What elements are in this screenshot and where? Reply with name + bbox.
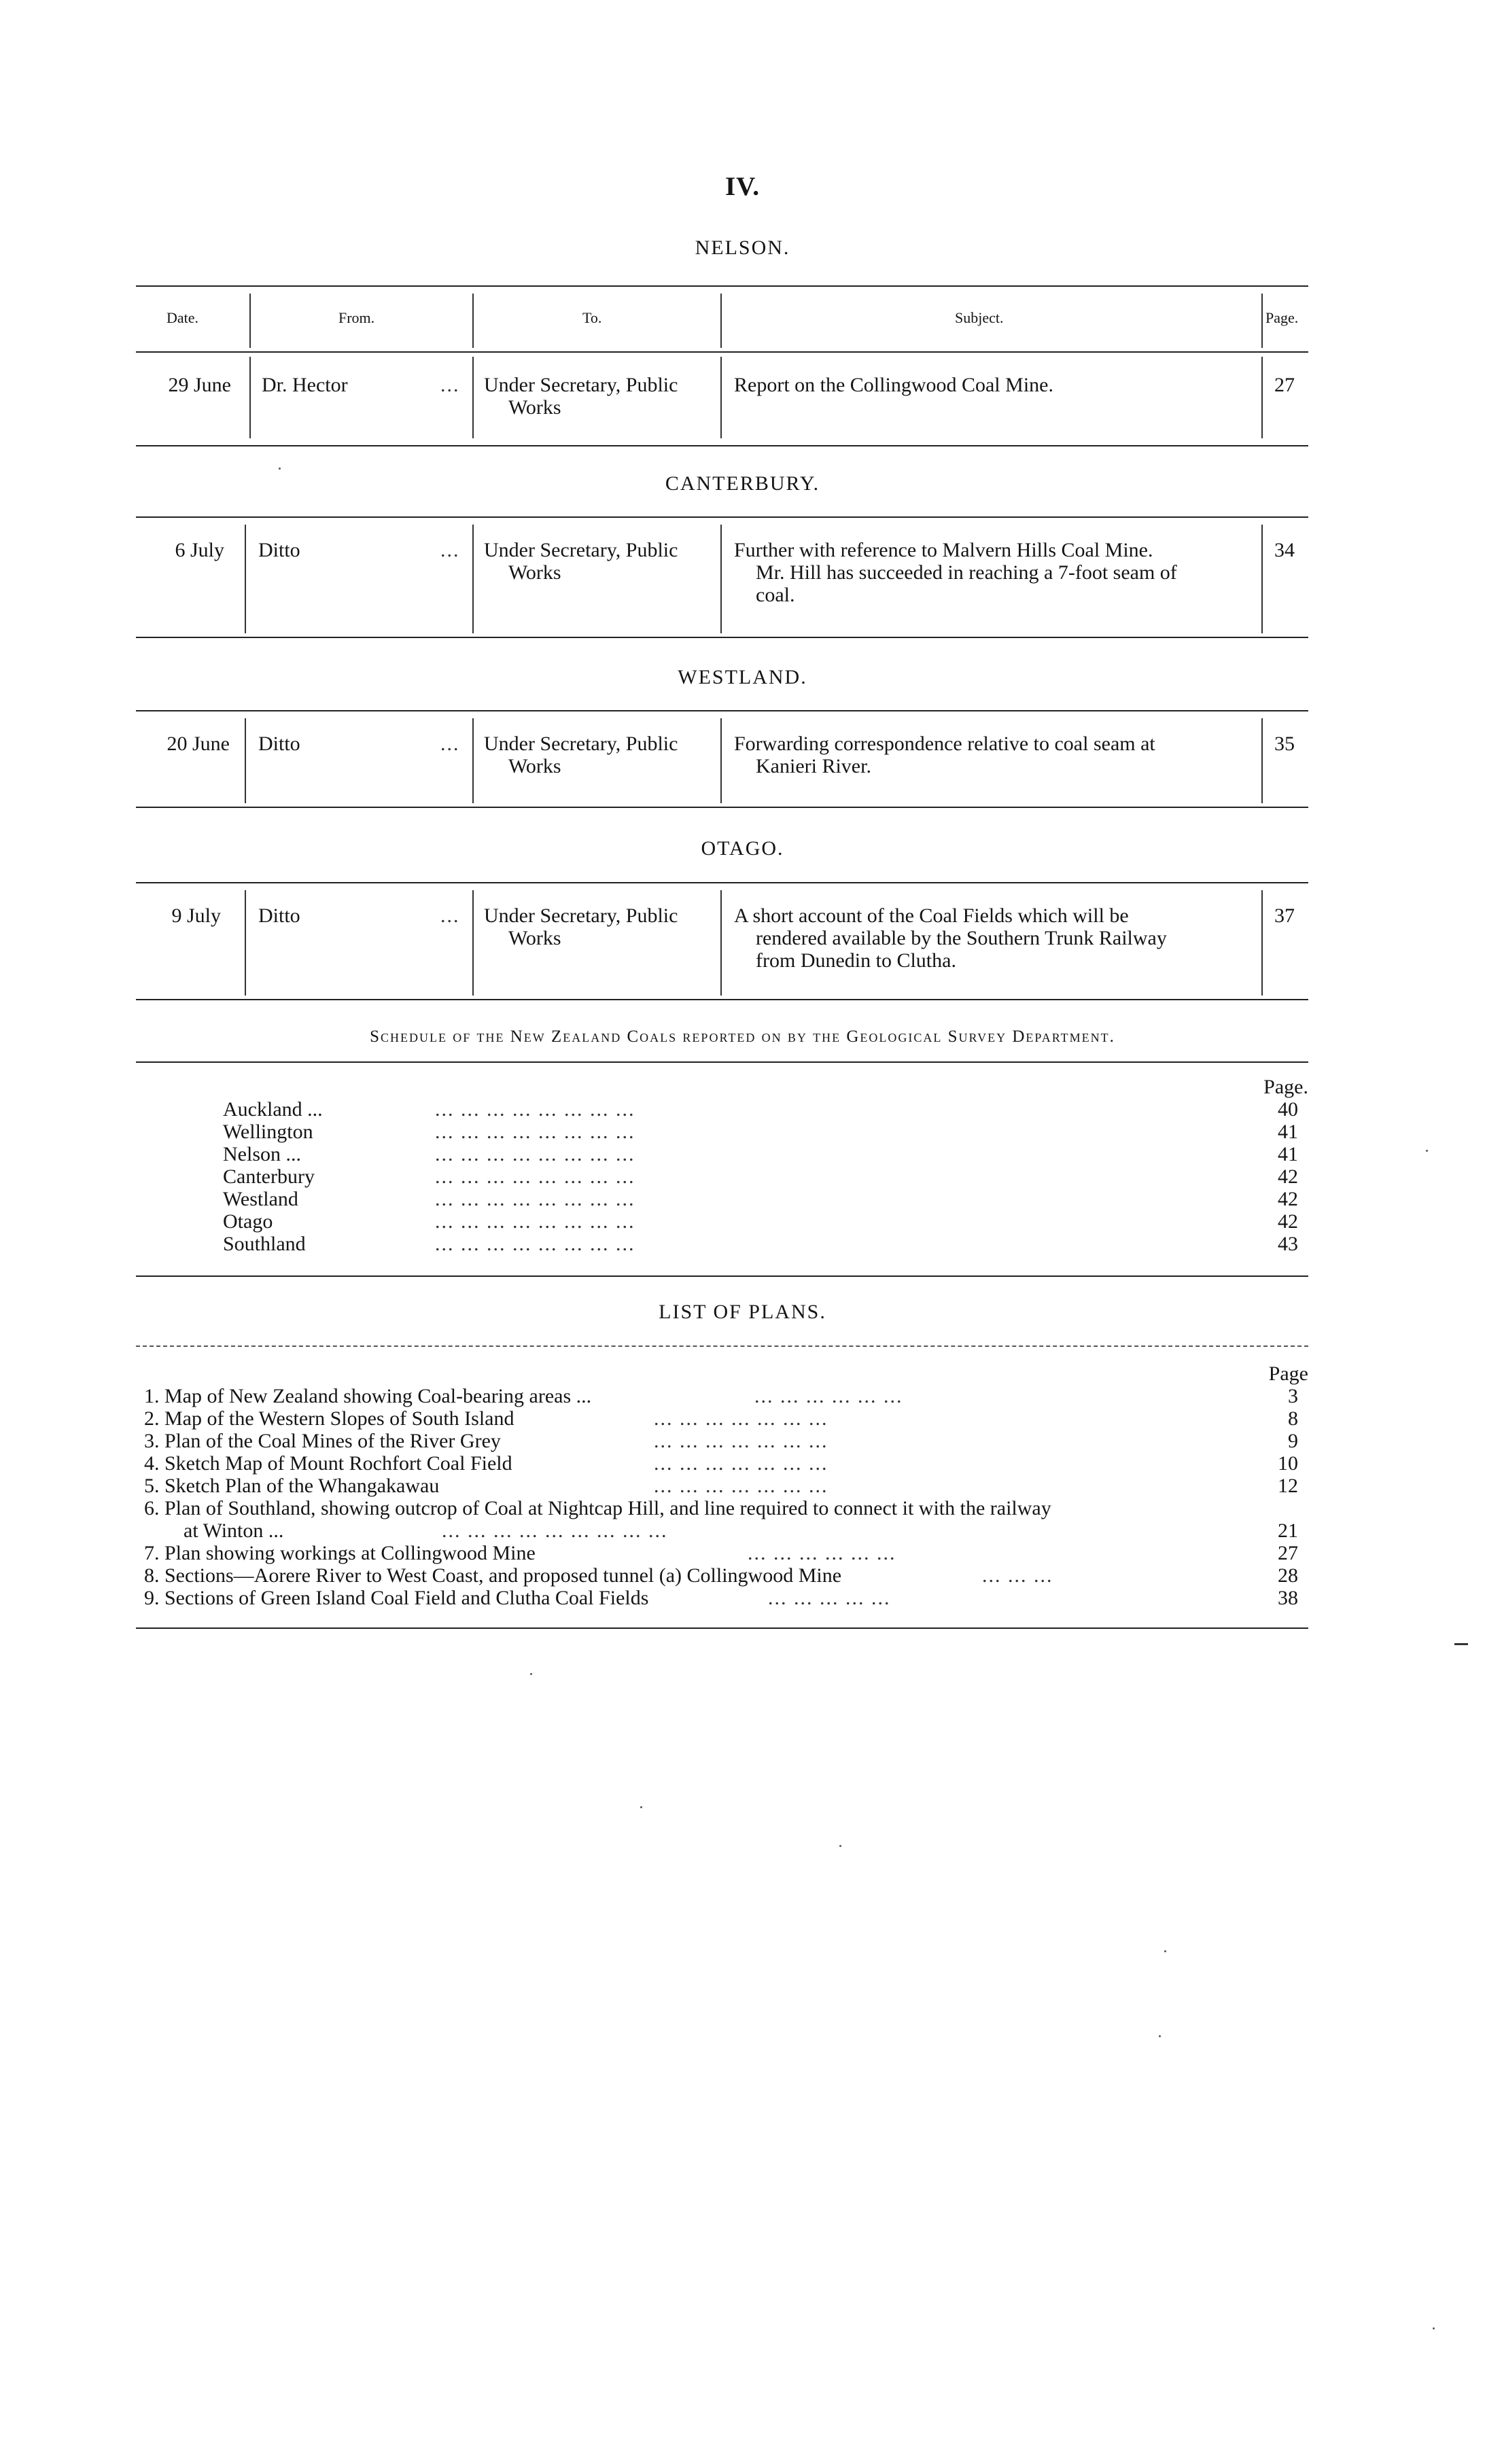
row-from: Ditto <box>258 904 300 927</box>
schedule-item-name: Westland <box>223 1188 298 1210</box>
plan-item-leader: ... ... ... ... ... <box>768 1587 891 1609</box>
scan-speck <box>1159 2035 1161 2037</box>
plans-title: LIST OF PLANS. <box>659 1301 826 1323</box>
plan-item-leader: ... ... ... ... ... ... <box>748 1542 896 1564</box>
table-bottom-rule <box>136 637 1308 638</box>
plan-item <box>144 1564 841 1587</box>
schedule-item-name: Auckland ... <box>223 1098 323 1121</box>
column-divider <box>245 890 246 996</box>
row-page: 34 <box>1274 539 1295 561</box>
column-header-page: Page. <box>1265 309 1299 326</box>
plan-item <box>144 1475 439 1497</box>
row-date: 9 July <box>171 904 221 927</box>
plan-item-page: 3 <box>1288 1385 1298 1407</box>
scan-speck <box>1426 1150 1428 1152</box>
row-from-leader: ... <box>440 904 460 927</box>
column-divider <box>245 718 246 803</box>
column-divider <box>1261 718 1263 803</box>
row-subject-line: Report on the Collingwood Coal Mine. <box>734 374 1053 396</box>
column-divider <box>1261 294 1263 348</box>
row-to-line2: Works <box>508 561 561 584</box>
row-page: 27 <box>1274 374 1295 396</box>
row-to-line1: Under Secretary, Public <box>484 733 678 755</box>
schedule-item-leader: ... ... ... ... ... ... ... ... <box>435 1233 635 1255</box>
plan-item-number: 1. <box>144 1385 160 1407</box>
region-title-westland: WESTLAND. <box>678 666 807 688</box>
scan-mark <box>1454 1643 1468 1645</box>
schedule-item-name: Canterbury <box>223 1165 315 1188</box>
plan-item-text: Sketch Map of Mount Rochfort Coal Field <box>164 1452 512 1475</box>
plan-item-leader: ... ... ... ... ... ... ... <box>654 1430 828 1452</box>
plan-item-leader: ... ... ... ... ... ... ... ... ... <box>442 1519 668 1542</box>
row-to-line2: Works <box>508 755 561 777</box>
row-from-leader: ... <box>440 539 460 561</box>
plans-top-rule <box>136 1345 1308 1347</box>
scan-speck <box>279 468 281 470</box>
plan-item-page: 27 <box>1278 1542 1298 1564</box>
schedule-bottom-rule <box>136 1275 1308 1277</box>
region-title-canterbury: CANTERBURY. <box>665 472 820 495</box>
row-date: 29 June <box>168 374 231 396</box>
plan-item-continuation <box>184 1519 283 1542</box>
column-divider <box>249 357 251 438</box>
region-title-nelson: NELSON. <box>695 236 790 259</box>
schedule-item-leader: ... ... ... ... ... ... ... ... <box>435 1188 635 1210</box>
row-page: 37 <box>1274 904 1295 927</box>
plan-item-page: 10 <box>1278 1452 1298 1475</box>
schedule-item-page: 43 <box>1278 1233 1298 1255</box>
row-to-line1: Under Secretary, Public <box>484 904 678 927</box>
column-header-subject: Subject. <box>955 309 1004 326</box>
schedule-page-header: Page. <box>1263 1076 1308 1098</box>
plan-item-text: Sections—Aorere River to West Coast, and proposed tunnel (a) Collingwood Mine <box>164 1564 842 1587</box>
row-from: Ditto <box>258 733 300 755</box>
schedule-item-leader: ... ... ... ... ... ... ... ... <box>435 1165 635 1188</box>
column-divider <box>1261 525 1263 633</box>
page-number: IV. <box>724 172 761 201</box>
column-header-date: Date. <box>167 309 199 326</box>
row-subject-line: Mr. Hill has succeeded in reaching a 7-foot seam of <box>756 561 1177 584</box>
row-subject-line: Kanieri River. <box>756 755 871 777</box>
table-bottom-rule <box>136 445 1308 446</box>
plan-item-number: 7. <box>144 1542 160 1564</box>
table-top-rule <box>136 285 1308 287</box>
scan-speck <box>640 1806 642 1808</box>
region-title-otago: OTAGO. <box>701 837 784 860</box>
row-subject-line: coal. <box>756 584 795 606</box>
column-divider <box>472 890 474 996</box>
row-to-line2: Works <box>508 396 561 419</box>
plan-item-number: 2. <box>144 1407 160 1430</box>
plan-item <box>144 1587 648 1609</box>
plan-item-leader: ... ... ... ... ... ... ... <box>654 1475 828 1497</box>
column-header-to: To. <box>582 309 602 326</box>
plan-item <box>144 1430 501 1452</box>
scan-speck <box>1164 1950 1166 1952</box>
table-bottom-rule <box>136 807 1308 808</box>
column-divider <box>472 525 474 633</box>
schedule-item-page: 42 <box>1278 1188 1298 1210</box>
row-from: Dr. Hector <box>262 374 348 396</box>
plans-page-header: Page <box>1268 1362 1308 1385</box>
row-date: 20 June <box>167 733 230 755</box>
plan-item-text: at Winton ... <box>184 1519 284 1542</box>
plan-item <box>144 1497 1051 1519</box>
row-to-line1: Under Secretary, Public <box>484 539 678 561</box>
table-top-rule <box>136 882 1308 883</box>
plan-item-text: Map of the Western Slopes of South Island <box>164 1407 514 1430</box>
plan-item-leader: ... ... ... ... ... ... ... <box>654 1407 828 1430</box>
scan-speck <box>530 1673 532 1675</box>
row-subject-line: A short account of the Coal Fields which will be <box>734 904 1129 927</box>
plan-item-leader: ... ... ... <box>982 1564 1053 1587</box>
plan-item <box>144 1452 512 1475</box>
row-from: Ditto <box>258 539 300 561</box>
schedule-item-page: 41 <box>1278 1143 1298 1165</box>
plan-item-number: 8. <box>144 1564 160 1587</box>
column-divider <box>720 890 722 996</box>
plan-item-page: 8 <box>1288 1407 1298 1430</box>
schedule-item-name: Nelson ... <box>223 1143 301 1165</box>
column-divider <box>720 294 722 348</box>
plan-item-text: Sections of Green Island Coal Field and Clutha Coal Fields <box>164 1587 649 1609</box>
schedule-item-name: Wellington <box>223 1121 313 1143</box>
schedule-top-rule <box>136 1061 1308 1063</box>
plan-item-page: 38 <box>1278 1587 1298 1609</box>
plan-item <box>144 1385 591 1407</box>
row-page: 35 <box>1274 733 1295 755</box>
column-divider <box>1261 890 1263 996</box>
column-header-from: From. <box>338 309 375 326</box>
column-divider <box>472 357 474 438</box>
schedule-item-name: Otago <box>223 1210 273 1233</box>
row-subject-line: rendered available by the Southern Trunk Railway <box>756 927 1167 949</box>
plan-item-page: 9 <box>1288 1430 1298 1452</box>
schedule-item-page: 41 <box>1278 1121 1298 1143</box>
schedule-item-page: 42 <box>1278 1210 1298 1233</box>
table-bottom-rule <box>136 999 1308 1000</box>
plan-item-text: Map of New Zealand showing Coal-bearing areas ... <box>164 1385 592 1407</box>
table-top-rule <box>136 710 1308 711</box>
plan-item-page: 28 <box>1278 1564 1298 1587</box>
row-from-leader: ... <box>440 374 460 396</box>
table-top-rule <box>136 516 1308 518</box>
column-divider <box>1261 357 1263 438</box>
plans-bottom-rule <box>136 1627 1308 1629</box>
plan-item-number: 6. <box>144 1497 160 1519</box>
row-from-leader: ... <box>440 733 460 755</box>
row-to-line2: Works <box>508 927 561 949</box>
column-divider <box>249 294 251 348</box>
schedule-item-leader: ... ... ... ... ... ... ... ... <box>435 1098 635 1121</box>
plan-item-number: 3. <box>144 1430 160 1452</box>
schedule-item-name: Southland <box>223 1233 306 1255</box>
row-subject-line: Forwarding correspondence relative to coal seam at <box>734 733 1155 755</box>
row-to-line1: Under Secretary, Public <box>484 374 678 396</box>
schedule-item-page: 40 <box>1278 1098 1298 1121</box>
plan-item-text: Plan of Southland, showing outcrop of Coal at Nightcap Hill, and line required to connect it with the railway <box>164 1497 1051 1519</box>
plan-item-leader: ... ... ... ... ... ... ... <box>654 1452 828 1475</box>
row-subject-line: Further with reference to Malvern Hills Coal Mine. <box>734 539 1153 561</box>
plan-item-number: 4. <box>144 1452 160 1475</box>
row-subject-line: from Dunedin to Clutha. <box>756 949 956 972</box>
plan-item-text: Plan showing workings at Collingwood Mine <box>164 1542 536 1564</box>
plan-item-text: Sketch Plan of the Whangakawau <box>164 1475 440 1497</box>
schedule-title: Schedule of the New Zealand Coals reported on by the Geological Survey Department. <box>370 1027 1115 1046</box>
plan-item-text: Plan of the Coal Mines of the River Grey <box>164 1430 501 1452</box>
scan-speck <box>1433 2327 1435 2329</box>
column-divider <box>720 357 722 438</box>
schedule-item-leader: ... ... ... ... ... ... ... ... <box>435 1210 635 1233</box>
column-divider <box>245 525 246 633</box>
schedule-item-page: 42 <box>1278 1165 1298 1188</box>
schedule-item-leader: ... ... ... ... ... ... ... ... <box>435 1143 635 1165</box>
plan-item <box>144 1407 514 1430</box>
schedule-item-leader: ... ... ... ... ... ... ... ... <box>435 1121 635 1143</box>
plan-item-page: 12 <box>1278 1475 1298 1497</box>
plan-item-number: 9. <box>144 1587 160 1609</box>
column-divider <box>472 718 474 803</box>
column-divider <box>472 294 474 348</box>
column-divider <box>720 718 722 803</box>
plan-item-number: 5. <box>144 1475 160 1497</box>
scan-speck <box>839 1845 841 1847</box>
plan-item-leader: ... ... ... ... ... ... <box>754 1385 903 1407</box>
plan-item <box>144 1542 536 1564</box>
row-date: 6 July <box>175 539 224 561</box>
header-rule <box>136 351 1308 353</box>
plan-item-page: 21 <box>1278 1519 1298 1542</box>
column-divider <box>720 525 722 633</box>
